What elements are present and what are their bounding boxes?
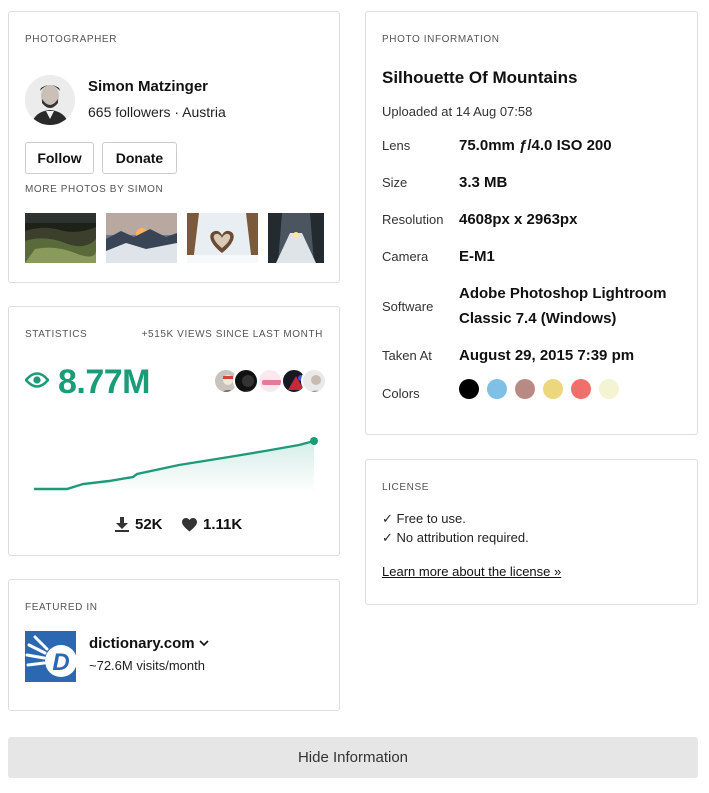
chevron-down-icon [199, 640, 209, 647]
info-value: 3.3 MB [459, 174, 508, 191]
photographer-name[interactable]: Simon Matzinger [88, 78, 209, 95]
color-swatch-1[interactable] [459, 379, 479, 399]
photographer-avatar[interactable] [25, 75, 75, 125]
info-key: Lens [382, 138, 411, 153]
more-photo-thumbnail-1[interactable] [25, 213, 96, 263]
statistics-section-label: STATISTICS [25, 329, 88, 340]
eye-icon [25, 371, 49, 394]
download-icon [115, 517, 129, 532]
hide-information-button[interactable]: Hide Information [8, 737, 698, 778]
views-count: 8.77M [58, 363, 150, 401]
photo-information-card [365, 11, 698, 435]
follow-button[interactable]: Follow [25, 142, 94, 174]
views-since-last-month: +515K VIEWS SINCE LAST MONTH [141, 329, 323, 340]
info-key: Resolution [382, 212, 444, 227]
photo-info-section-label: PHOTO INFORMATION [382, 34, 500, 45]
more-photos-label: MORE PHOTOS BY SIMON [25, 184, 164, 195]
license-learn-more-link[interactable]: Learn more about the license » [382, 564, 562, 579]
dictionary-logo-icon[interactable] [25, 631, 76, 682]
color-swatch-2[interactable] [487, 379, 507, 399]
info-key: Camera [382, 249, 429, 264]
photographer-section-label: PHOTOGRAPHER [25, 34, 118, 45]
more-photo-thumbnail-4[interactable] [268, 213, 324, 263]
featured-site-name[interactable] [89, 635, 209, 652]
downloads-count: 52K [135, 516, 163, 533]
svg-text:D: D [52, 649, 70, 676]
photographer-card [8, 11, 340, 283]
more-photo-thumbnail-2[interactable] [106, 213, 177, 263]
info-value: 75.0mm ƒ/4.0 ISO 200 [459, 137, 612, 154]
more-photo-thumbnail-3[interactable] [187, 213, 258, 263]
statistics-card [8, 306, 340, 556]
license-card [365, 459, 698, 605]
color-swatch-6[interactable] [599, 379, 619, 399]
avatar[interactable] [257, 368, 283, 394]
info-value: August 29, 2015 7:39 pm [459, 347, 635, 364]
color-swatch-4[interactable] [543, 379, 563, 399]
uploaded-date: Uploaded at 14 Aug 07:58 [382, 104, 533, 119]
license-no-attribution: ✓ No attribution required. [382, 530, 529, 545]
photo-title: Silhouette Of Mountains [382, 68, 578, 87]
color-swatches [459, 379, 627, 399]
donate-button[interactable]: Donate [102, 142, 177, 174]
likes-count: 1.11K [203, 516, 243, 533]
heart-icon [182, 518, 197, 532]
color-swatch-5[interactable] [571, 379, 591, 399]
info-key: Colors [382, 386, 420, 401]
info-key: Taken At [382, 348, 432, 363]
photographer-meta: 665 followers · Austria [88, 104, 226, 120]
license-section-label: LICENSE [382, 482, 429, 493]
info-value: E-M1 [459, 248, 495, 265]
info-value: Adobe Photoshop Lightroom Classic 7.4 (Windows) [459, 285, 667, 327]
license-free-to-use: ✓ Free to use. [382, 511, 466, 526]
featured-site-label: dictionary.com [89, 635, 195, 652]
likes-stat [182, 516, 242, 533]
info-value: 4608px x 2963px [459, 211, 578, 228]
downloads-stat [115, 516, 163, 533]
featured-avatars [213, 368, 323, 396]
info-key: Size [382, 175, 408, 190]
color-swatch-3[interactable] [515, 379, 535, 399]
featured-section-label: FEATURED IN [25, 602, 98, 613]
featured-visits: ~72.6M visits/month [89, 658, 205, 673]
avatar[interactable] [233, 368, 259, 394]
info-key: Software [382, 299, 434, 314]
views-trend-chart [29, 419, 325, 493]
featured-card [8, 579, 340, 711]
avatar[interactable] [301, 368, 327, 394]
